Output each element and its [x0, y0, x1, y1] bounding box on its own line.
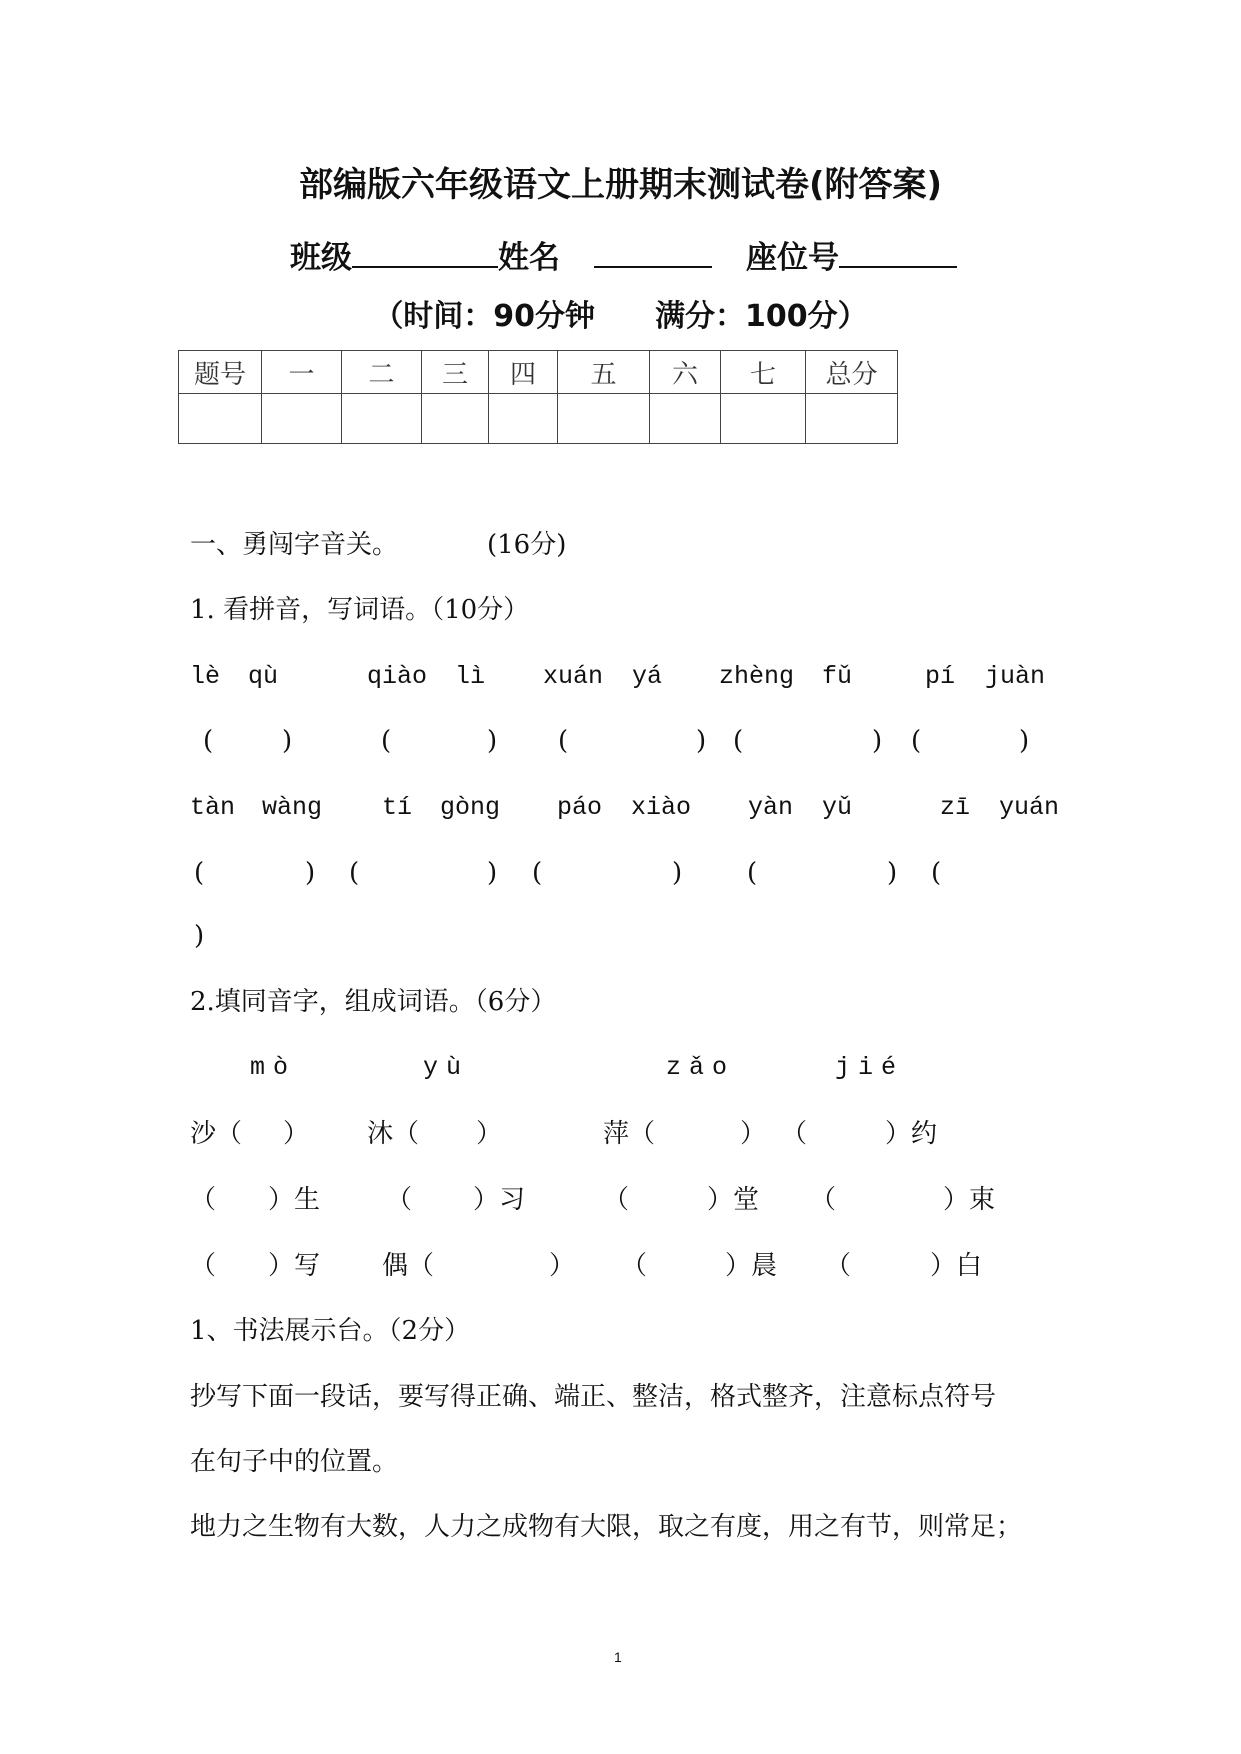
- name-label: 姓名: [498, 240, 560, 276]
- answer-paren-close: ): [282, 726, 293, 756]
- score-cell[interactable]: [558, 394, 650, 444]
- section-1-points: (16分): [487, 530, 567, 560]
- pinyin: juàn: [985, 662, 1046, 691]
- fill-word: ）习: [473, 1185, 526, 1215]
- fill-word: ）: [283, 1119, 310, 1149]
- answer-paren-close: ): [696, 726, 707, 756]
- answer-paren-close: ): [672, 858, 683, 888]
- class-blank[interactable]: [352, 238, 498, 268]
- pinyin: qiào: [367, 662, 428, 691]
- answer-paren-open: (: [931, 858, 942, 888]
- score-table: [178, 350, 898, 444]
- pinyin: xuán: [543, 662, 604, 691]
- answer-paren-open: (: [349, 858, 360, 888]
- fill-word: （: [190, 1251, 217, 1281]
- fill-word: （: [386, 1185, 413, 1215]
- pinyin: pí: [925, 662, 956, 691]
- fill-word: （: [781, 1119, 808, 1149]
- full-score: 满分：100分）: [655, 299, 868, 334]
- score-header: 二: [342, 351, 422, 394]
- pinyin: tàn: [190, 793, 236, 822]
- score-header: 一: [262, 351, 342, 394]
- fill-word: 沙（: [190, 1119, 243, 1149]
- fill-word: （: [825, 1251, 852, 1281]
- copy-passage: 地力之生物有大数，人力之成物有大限，取之有度，用之有节，则常足；: [190, 1512, 1023, 1542]
- answer-paren-open: (: [911, 726, 922, 756]
- answer-paren-open: (: [733, 726, 744, 756]
- exam-time-line: [0, 299, 1241, 334]
- fill-word: ）白: [930, 1251, 983, 1281]
- answer-paren-open: (: [194, 858, 205, 888]
- name-blank[interactable]: [594, 238, 712, 268]
- pinyin: jié: [835, 1053, 905, 1082]
- page-number: 1: [614, 1649, 622, 1665]
- score-cell[interactable]: [342, 394, 422, 444]
- pinyin: yàn: [748, 793, 794, 822]
- fill-word: ）生: [268, 1185, 321, 1215]
- score-header: 题号: [179, 351, 262, 394]
- fill-word: （: [603, 1185, 630, 1215]
- answer-paren-close: ): [887, 858, 898, 888]
- pinyin: páo: [557, 793, 603, 822]
- score-header: 四: [489, 351, 558, 394]
- answer-paren-close: ): [305, 858, 316, 888]
- fill-word: 萍（: [603, 1119, 656, 1149]
- fill-word: ）写: [268, 1251, 321, 1281]
- pinyin: yá: [632, 662, 663, 691]
- fill-word: 沐（: [367, 1119, 420, 1149]
- fill-word: （: [810, 1185, 837, 1215]
- score-cell[interactable]: [650, 394, 721, 444]
- pinyin: lè: [190, 662, 221, 691]
- fill-word: ）束: [943, 1185, 996, 1215]
- fill-word: （: [621, 1251, 648, 1281]
- pinyin: zī: [940, 793, 971, 822]
- pinyin: yǔ: [822, 793, 853, 822]
- pinyin: fǔ: [822, 662, 853, 691]
- question-2-label: 2.填同音字，组成词语。（6分）: [190, 987, 557, 1017]
- answer-paren-close: ): [194, 921, 205, 951]
- pinyin: yù: [423, 1053, 470, 1082]
- page-title: 部编版六年级语文上册期末测试卷(附答案): [298, 165, 943, 205]
- score-header: 五: [558, 351, 650, 394]
- question-1-label: 1. 看拼音，写词语。（10分）: [190, 595, 530, 625]
- answer-paren-close: ): [487, 858, 498, 888]
- pinyin: tí: [382, 793, 413, 822]
- pinyin: zǎo: [666, 1053, 736, 1082]
- pinyin: gòng: [440, 793, 501, 822]
- answer-paren-open: (: [558, 726, 569, 756]
- score-cell[interactable]: [806, 394, 898, 444]
- fill-word: ）约: [885, 1119, 938, 1149]
- answer-paren-open: (: [381, 726, 392, 756]
- answer-paren-close: ): [872, 726, 883, 756]
- pinyin: zhèng: [719, 662, 795, 691]
- student-info-line: [290, 238, 957, 274]
- score-cell[interactable]: [179, 394, 262, 444]
- score-header: 三: [422, 351, 489, 394]
- pinyin: yuán: [999, 793, 1060, 822]
- seat-label: 座位号: [746, 240, 839, 276]
- score-header: 六: [650, 351, 721, 394]
- class-label: 班级: [290, 240, 352, 276]
- instruction-text: 抄写下面一段话，要写得正确、端正、整洁，格式整齐，注意标点符号: [190, 1382, 997, 1412]
- fill-word: ）: [476, 1119, 503, 1149]
- pinyin: qù: [248, 662, 279, 691]
- fill-word: 偶（: [382, 1251, 435, 1281]
- fill-word: ）: [549, 1251, 576, 1281]
- answer-paren-open: (: [747, 858, 758, 888]
- pinyin: lì: [455, 662, 486, 691]
- score-header: 七: [721, 351, 806, 394]
- answer-paren-close: ): [1019, 726, 1030, 756]
- answer-paren-open: (: [532, 858, 543, 888]
- score-cell[interactable]: [721, 394, 806, 444]
- fill-word: ）: [740, 1119, 767, 1149]
- section-1-heading: 一、勇闯字音关。: [190, 530, 399, 560]
- instruction-text: 在句子中的位置。: [190, 1447, 399, 1477]
- fill-word: ）堂: [707, 1185, 760, 1215]
- answer-paren-open: (: [203, 726, 214, 756]
- time-limit: （时间：90分钟: [373, 299, 596, 334]
- seat-blank[interactable]: [839, 238, 957, 268]
- answer-paren-close: ): [487, 726, 498, 756]
- fill-word: （: [190, 1185, 217, 1215]
- pinyin: xiào: [631, 793, 692, 822]
- score-cell[interactable]: [422, 394, 489, 444]
- score-cell[interactable]: [489, 394, 558, 444]
- score-cell[interactable]: [262, 394, 342, 444]
- score-header: 总分: [806, 351, 898, 394]
- section-2-heading: 1、书法展示台。（2分）: [190, 1316, 471, 1346]
- pinyin: mò: [250, 1053, 297, 1082]
- pinyin: wàng: [262, 793, 323, 822]
- fill-word: ）晨: [725, 1251, 778, 1281]
